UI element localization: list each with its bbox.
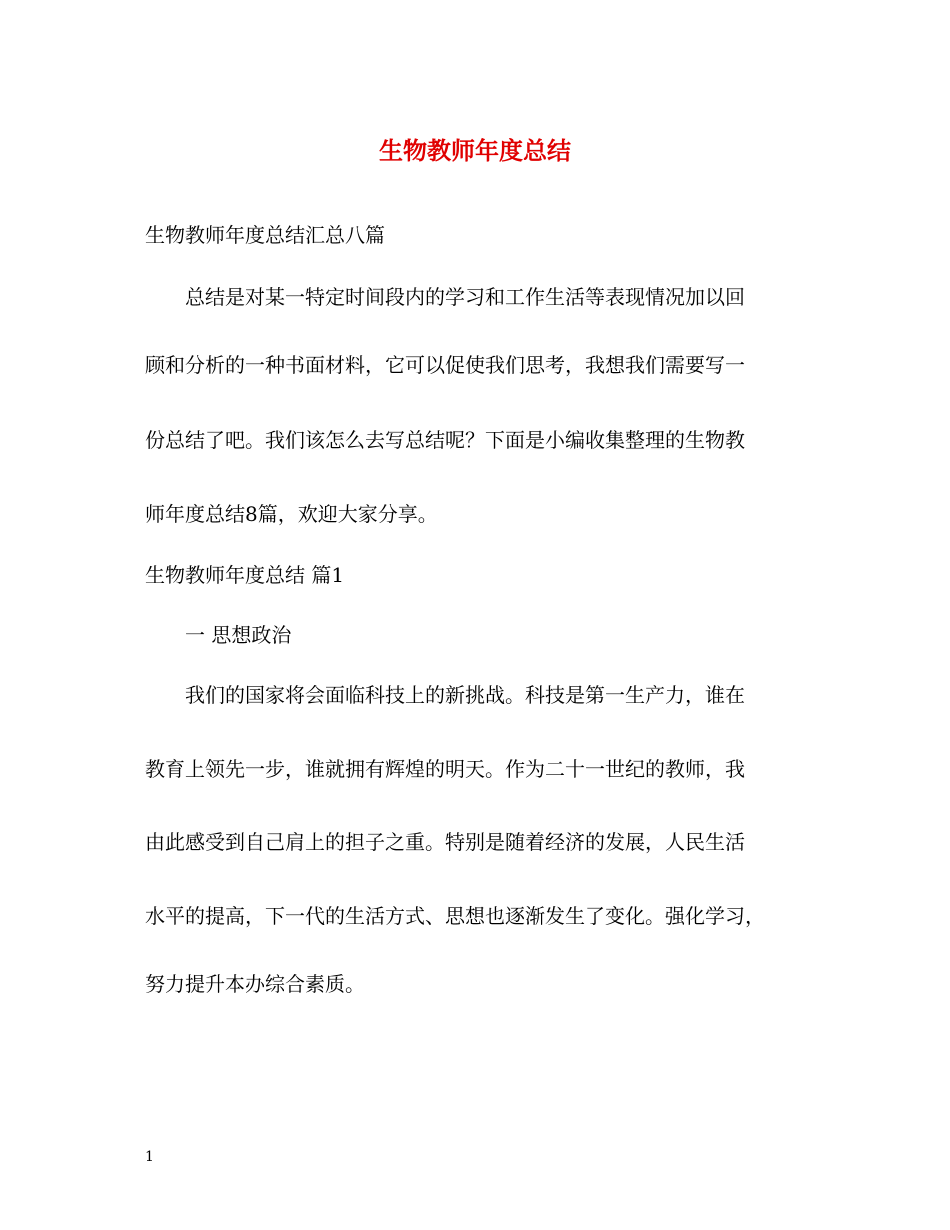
body-line-3: 由此感受到自己肩上的担子之重。特别是随着经济的发展，人民生活 — [145, 830, 745, 854]
intro-line-4: 师年度总结8篇，欢迎大家分享。 — [145, 502, 438, 526]
body-line-2: 教育上领先一步，谁就拥有辉煌的明天。作为二十一世纪的教师，我 — [145, 757, 745, 781]
body-line-1: 我们的国家将会面临科技上的新挑战。科技是第一生产力，谁在 — [185, 683, 745, 707]
page-number: 1 — [145, 1149, 154, 1165]
body-line-5: 努力提升本办综合素质。 — [145, 972, 365, 996]
document-subtitle: 生物教师年度总结汇总八篇 — [145, 223, 385, 247]
subsection-heading: 一 思想政治 — [185, 623, 292, 647]
section-heading: 生物教师年度总结 篇1 — [145, 563, 345, 587]
intro-line-2: 顾和分析的一种书面材料，它可以促使我们思考，我想我们需要写一 — [145, 353, 745, 377]
intro-line-3: 份总结了吧。我们该怎么去写总结呢？下面是小编收集整理的生物教 — [145, 428, 745, 452]
document-title: 生物教师年度总结 — [379, 136, 571, 165]
intro-line-1: 总结是对某一特定时间段内的学习和工作生活等表现情况加以回 — [185, 285, 745, 309]
body-line-4: 水平的提高，下一代的生活方式、思想也逐渐发生了变化。强化学习， — [145, 904, 765, 928]
